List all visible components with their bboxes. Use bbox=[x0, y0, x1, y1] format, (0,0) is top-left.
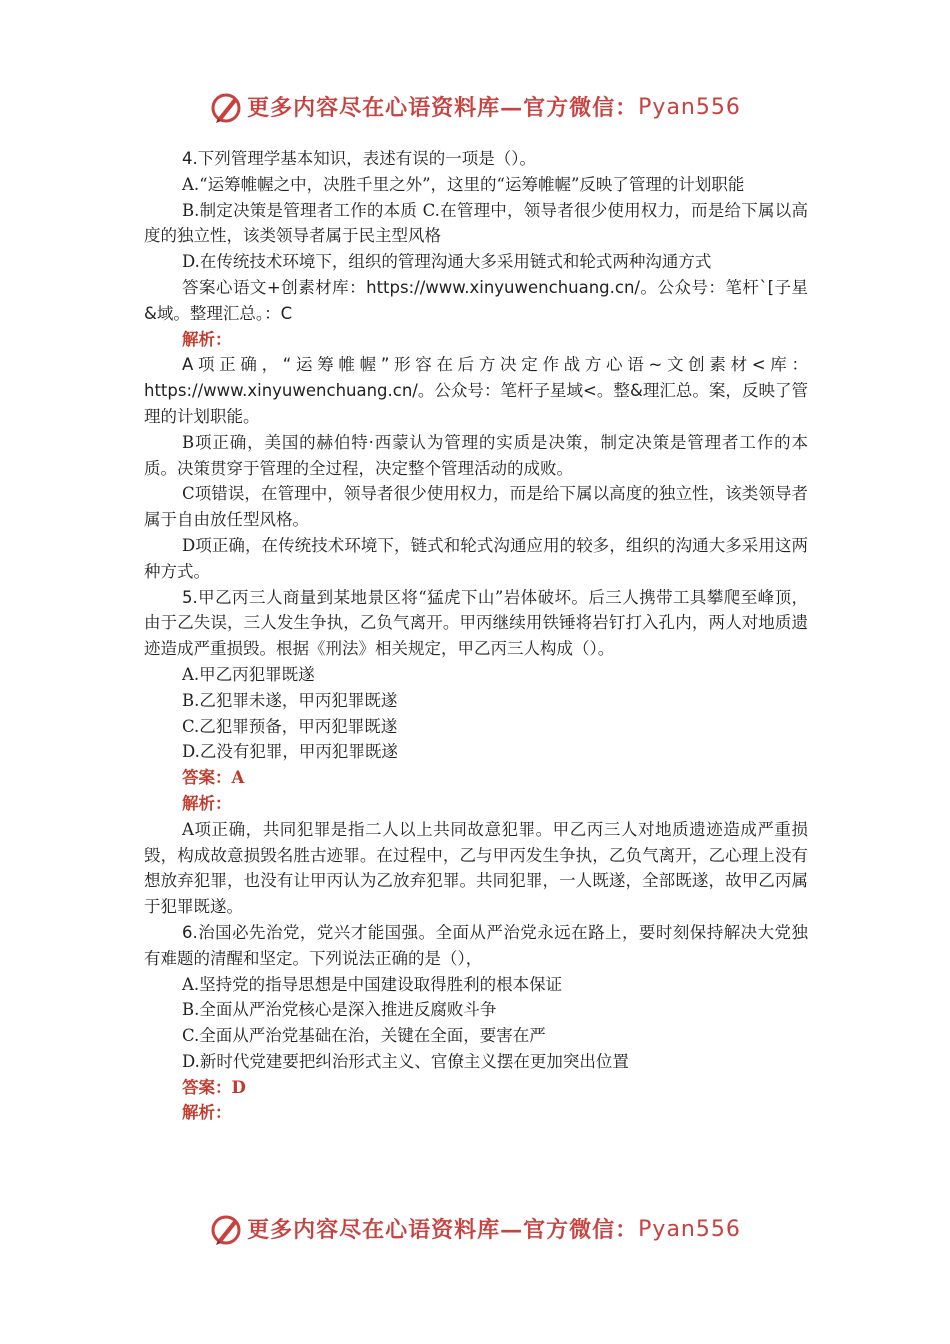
q6-option-c: C.全面从严治党基础在治，关键在全面，要害在严 bbox=[182, 1026, 546, 1046]
q5-option-d: D.乙没有犯罪，甲丙犯罪既遂 bbox=[182, 742, 398, 762]
q4-option-d: D.在传统技术环境下，组织的管理沟通大多采用链式和轮式两种沟通方式 bbox=[182, 252, 712, 272]
footer-wechat-id: Pyan556 bbox=[638, 1217, 741, 1242]
q4-analysis-b: B项正确，美国的赫伯特·西蒙认为管理的实质是决策，制定决策是管理者工作的本质。决策贯穿于管理的全过程，决定整个管理活动的成败。 bbox=[144, 432, 808, 478]
q6-option-d: D.新时代党建要把纠治形式主义、官僚主义摆在更加突出位置 bbox=[182, 1051, 629, 1071]
q4-option-a: A.“运筹帷幄之中，决胜千里之外”，这里的“运筹帷幄”反映了管理的计划职能 bbox=[182, 174, 745, 194]
pen-logo-icon bbox=[209, 91, 243, 125]
header-wechat-id: Pyan556 bbox=[638, 95, 741, 120]
q4-analysis-d: D项正确，在传统技术环境下，链式和轮式沟通应用的较多，组织的沟通大多采用这两种方式。 bbox=[144, 535, 808, 581]
q5-option-b: B.乙犯罪未遂，甲丙犯罪既遂 bbox=[182, 690, 398, 710]
pen-logo-icon bbox=[209, 1213, 243, 1247]
q5-analysis: A项正确，共同犯罪是指二人以上共同故意犯罪。甲乙丙三人对地质遗迹造成严重损毁，构成故意损毁名胜古迹罪。在过程中，乙与甲丙发生争执，乙负气离开，乙心理上没有想放弃犯罪，也没有让甲丙认为乙放弃犯罪。共同犯罪，一人既遂，全部既遂，故甲乙丙属于犯罪既遂。 bbox=[144, 819, 808, 917]
q5-option-a: A.甲乙丙犯罪既遂 bbox=[182, 664, 315, 684]
header-banner-text: 更多内容尽在心语资料库—官方微信： bbox=[247, 95, 639, 121]
q6-option-a: A.坚持党的指导思想是中国建设取得胜利的根本保证 bbox=[182, 974, 563, 994]
footer-banner bbox=[0, 1210, 950, 1250]
q5-stem-text: 甲乙丙三人商量到某地景区将“猛虎下山”岩体破坏。后三人携带工具攀爬至峰顶，由于乙失误，三人发生争执，乙负气离开。甲丙继续用铁锤将岩钉打入孔内，两人对地质遗迹造成严重损毁。根据《刑法》相关规定，甲乙丙三人构成（）。 bbox=[144, 587, 808, 659]
q6-number: 6. bbox=[182, 922, 198, 942]
q5-stem bbox=[144, 585, 808, 662]
q4-number: 4. bbox=[182, 149, 198, 168]
q4-stem bbox=[144, 146, 808, 172]
q4-analysis-label: 解析： bbox=[182, 329, 232, 349]
q4-option-bc: B.制定决策是管理者工作的本质 C.在管理中，领导者很少使用权力，而是给下属以高度的独立性，该类领导者属于民主型风格 bbox=[144, 200, 808, 246]
q6-analysis-label: 解析： bbox=[182, 1103, 232, 1123]
main-content bbox=[144, 146, 808, 1126]
q6-stem bbox=[144, 920, 808, 972]
q5-number: 5. bbox=[182, 587, 198, 607]
header-banner bbox=[0, 88, 950, 128]
q4-stem-text: 下列管理学基本知识，表述有误的一项是（）。 bbox=[197, 149, 536, 168]
q5-option-c: C.乙犯罪预备，甲丙犯罪既遂 bbox=[182, 716, 398, 736]
q6-stem-text: 治国必先治党，党兴才能国强。全面从严治党永远在路上，要时刻保持解决大党独有难题的清醒和坚定。下列说法正确的是（）， bbox=[144, 922, 808, 968]
q4-analysis-c: C项错误，在管理中，领导者很少使用权力，而是给下属以高度的独立性，该类领导者属于自由放任型风格。 bbox=[144, 484, 808, 530]
q5-analysis-label: 解析： bbox=[182, 793, 232, 813]
q4-analysis-a: A项正确，“运筹帷幄”形容在后方决定作战方心语~文创素材<库：https://www.xinyuwenchuang.cn/。公众号：笔杆子星域<。整&理汇总。案，反映了管理的计划职能。 bbox=[144, 355, 808, 426]
q4-answer: 答案心语文+创素材库：https://www.xinyuwenchuang.cn/。公众号：笔杆`[子星&域。整理汇总。：C bbox=[144, 277, 808, 323]
q6-option-b: B.全面从严治党核心是深入推进反腐败斗争 bbox=[182, 1000, 497, 1020]
q5-answer: 答案：A bbox=[182, 768, 245, 788]
footer-banner-text: 更多内容尽在心语资料库—官方微信： bbox=[247, 1217, 639, 1243]
q6-answer: 答案：D bbox=[182, 1077, 246, 1097]
